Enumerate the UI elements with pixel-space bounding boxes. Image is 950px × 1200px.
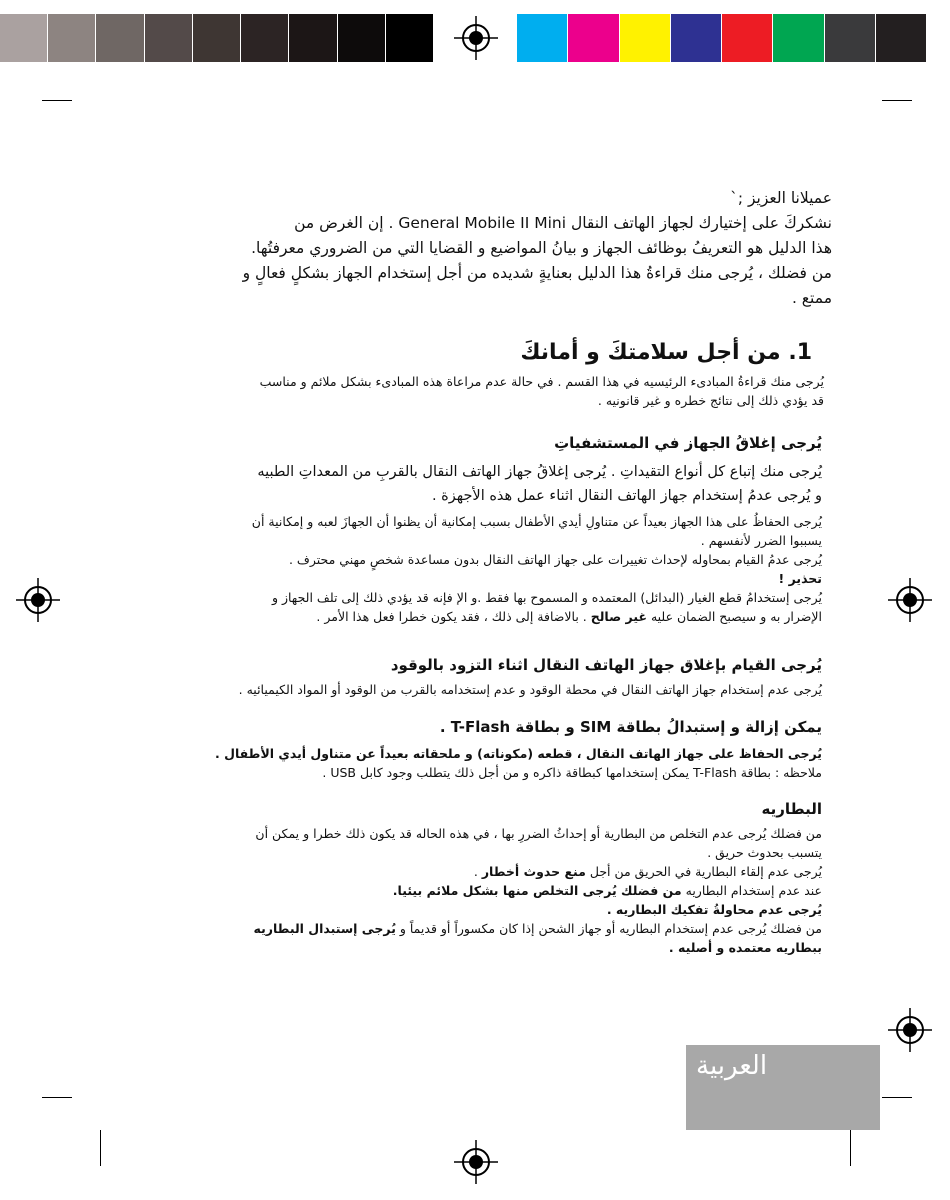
- paragraph-line: من فضلك يُرجى عدم إستخدام البطاريه أو جهاز الشحن إذا كان مكسوراً أو قديماً و يُرجى إستبدال البطاريه: [253, 921, 822, 936]
- color-swatch: [338, 14, 386, 62]
- hospitals-heading: يُرجى إغلاقُ الجهاز في المستشفياتِ: [554, 434, 822, 452]
- color-swatch: [289, 14, 337, 62]
- color-swatch: [671, 14, 722, 62]
- crop-mark: [42, 100, 72, 101]
- battery-heading: البطاريه: [761, 800, 822, 818]
- color-swatch: [193, 14, 241, 62]
- paragraph-line: من فضلك يُرجى عدم التخلص من البطارية أو إحداثُ الضررِ بها ، في هذه الحاله قد يكون ذلك خطرا و يمكن أن: [255, 826, 822, 841]
- warning-label: تحذير !: [778, 571, 822, 586]
- registration-mark-icon: [16, 578, 60, 622]
- hospitals-body-large: [132, 460, 822, 508]
- language-tab: [686, 1045, 880, 1130]
- color-swatch: [0, 14, 48, 62]
- registration-mark-icon: [888, 578, 932, 622]
- color-swatch: [568, 14, 619, 62]
- paragraph-line: يُرجى منك إتباع كل أنواع التقيداتِ . يُرجى إغلاقُ جهاز الهاتف النقال بالقربِ من المعداتِ الطبيه: [257, 464, 822, 480]
- intro-block: [132, 186, 832, 311]
- color-swatch: [145, 14, 193, 62]
- language-tab-label: العربية: [696, 1051, 768, 1081]
- color-swatch: [241, 14, 289, 62]
- paragraph-line: يُرجى عدم إلقاء البطارية في الحريق من أجل منع حدوث أخطار .: [473, 864, 822, 879]
- refuel-body: [132, 680, 822, 699]
- refuel-heading: يُرجى القيام بإغلاق جهاز الهاتف النقال اثناء التزود بالوقود: [390, 656, 822, 674]
- color-swatch-bar: [517, 14, 927, 62]
- paragraph-line: يُرجى عدم إستخدام جهاز الهاتف النقال في محطة الوقود و عدم إستخدامه بالقرب من الوقود أو المواد الكيميائيه .: [238, 682, 822, 697]
- intro-line: نشكركَ على إختيارك لجهاز الهاتف النقال General Mobile II Mini . إن الغرض من: [294, 214, 832, 232]
- color-swatch: [825, 14, 876, 62]
- color-swatch: [773, 14, 824, 62]
- paragraph-line: يتسبب بحدوث حريق .: [707, 845, 822, 860]
- registration-mark-icon: [454, 1140, 498, 1184]
- paragraph-line: ملاحظه : بطاقة T-Flash يمكن إستخدامها كبطاقة ذاكره و من أجل ذلك يتطلب وجود كابل USB .: [322, 765, 822, 780]
- registration-mark-icon: [454, 16, 498, 60]
- section-title: 1. من أجل سلامتكَ و أمانكَ: [520, 340, 812, 365]
- paragraph-line: الإضرار به و سيصبح الضمان عليه غير صالح . بالاضافة إلى ذلك ، فقد يكون خطرا فعل هذا الأمر .: [316, 609, 822, 624]
- sim-body: [132, 744, 822, 782]
- paragraph-line: يُرجى عدمُ القيام بمحاوله لإحداث تغييرات على جهاز الهاتف النقال بدون مساعدة شخصٍ مهني محترف .: [288, 552, 822, 567]
- crop-mark: [850, 1130, 851, 1166]
- color-swatch: [722, 14, 773, 62]
- intro-line: ممتع .: [791, 289, 832, 307]
- sim-heading: يمكن إزالة و إستبدالُ بطاقة SIM و بطاقة T-Flash .: [439, 718, 822, 736]
- color-swatch: [96, 14, 144, 62]
- paragraph-line: يُرجى منك قراءةُ المبادىء الرئيسيه في هذا القسم . في حالة عدم مراعاة هذه المبادىء بشكل ملائم و مناسب: [259, 374, 824, 389]
- paragraph-line: ببطاريه معتمده و أصليه .: [668, 940, 822, 955]
- paragraph-line: عند عدم إستخدام البطاريه من فضلك يُرجى التخلص منها بشكل ملائم بيئيا.: [392, 883, 822, 898]
- paragraph-line: يُرجى عدم محاولةُ تفكيك البطاريه .: [606, 902, 822, 917]
- color-swatch: [620, 14, 671, 62]
- section1-body: [132, 372, 824, 410]
- color-swatch: [517, 14, 568, 62]
- paragraph-line: يُرجى إستخدامُ قطع الغيار (البدائل) المعتمده و المسموح بها فقط .و الإ فإنه قد يؤدي ذلك إلى تلف الجهاز و: [271, 590, 822, 605]
- crop-mark: [42, 1097, 72, 1098]
- greeting: عميلانا العزيز ;`: [730, 189, 832, 207]
- paragraph-line: يسببوا الضرر لأنفسهم .: [700, 533, 822, 548]
- intro-line: من فضلك ، يُرجى منك قراءةُ هذا الدليل بعنايةٍ شديده من أجل إستخدام الجهاز بشكلٍ فعالٍ و: [242, 264, 832, 282]
- hospitals-body: [132, 512, 822, 626]
- color-swatch: [386, 14, 434, 62]
- registration-mark-icon: [888, 1008, 932, 1052]
- color-swatch: [48, 14, 96, 62]
- paragraph-line: يُرجى الحفاظُ على هذا الجهاز بعيداً عن متناولِ أيدي الأطفال بسبب إمكانية أن يظنوا أن الجهازَ لعبه و إمكانية أن: [251, 514, 822, 529]
- battery-body: [132, 824, 822, 957]
- paragraph-line: يُرجى الحفاظ على جهاز الهاتف النقال ، قطعه (مكوناته) و ملحقاته بعيداً عن متناول أيدي الأطفال .: [215, 746, 822, 761]
- color-swatch: [876, 14, 927, 62]
- paragraph-line: قد يؤدي ذلك إلى نتائج خطره و غير قانونيه .: [597, 393, 824, 408]
- paragraph-line: و يُرجى عدمُ إستخدام جهاز الهاتف النقال اثناء عمل هذه الأجهزة .: [431, 488, 822, 504]
- crop-mark: [100, 1130, 101, 1166]
- crop-mark: [882, 100, 912, 101]
- crop-mark: [882, 1097, 912, 1098]
- gray-swatch-bar: [0, 14, 434, 62]
- intro-line: هذا الدليل هو التعريفُ بوظائف الجهاز و بيانُ المواضيع و القضايا التي من الضروري معرفتُها.: [251, 239, 832, 257]
